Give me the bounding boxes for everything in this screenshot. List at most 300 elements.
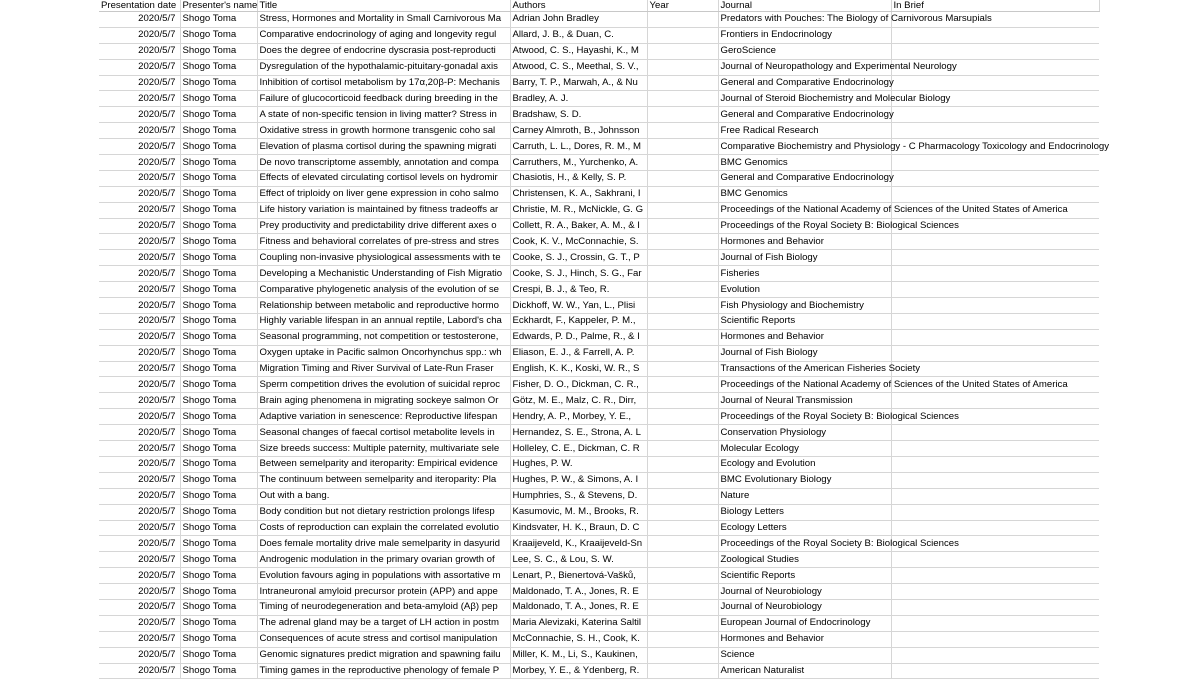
presenter-cell[interactable]: Shogo Toma (180, 504, 257, 520)
journal-text: Hormones and Behavior (720, 633, 824, 645)
presenter-cell[interactable]: Shogo Toma (180, 139, 257, 155)
column-header-presenter-name[interactable]: Presenter's name (180, 0, 257, 12)
journal-cell[interactable] (718, 155, 891, 171)
in-brief-cell[interactable] (891, 647, 1099, 663)
authors-cell[interactable]: Eliason, E. J., & Farrell, A. P. (510, 345, 647, 361)
in-brief-cell[interactable] (891, 170, 1099, 186)
presenter-cell[interactable]: Shogo Toma (180, 123, 257, 139)
title-cell[interactable]: Stress, Hormones and Mortality in Small Carnivorous Ma (257, 12, 510, 28)
journal-cell[interactable] (718, 123, 891, 139)
presenter-cell[interactable]: Shogo Toma (180, 155, 257, 171)
year-cell[interactable] (647, 599, 718, 615)
journal-cell[interactable] (718, 27, 891, 43)
journal-cell[interactable] (718, 298, 891, 314)
date-cell[interactable]: 2020/5/7 (99, 536, 180, 552)
authors-cell[interactable]: Cook, K. V., McConnachie, S. (510, 234, 647, 250)
presenter-cell[interactable]: Shogo Toma (180, 43, 257, 59)
presenter-cell[interactable]: Shogo Toma (180, 313, 257, 329)
title-cell[interactable]: Developing a Mechanistic Understanding of Fish Migratio (257, 266, 510, 282)
journal-cell[interactable] (718, 488, 891, 504)
date-cell[interactable]: 2020/5/7 (99, 504, 180, 520)
title-cell[interactable]: Sperm competition drives the evolution of suicidal reproc (257, 377, 510, 393)
date-cell[interactable]: 2020/5/7 (99, 186, 180, 202)
title-cell[interactable]: Comparative phylogenetic analysis of the evolution of se (257, 282, 510, 298)
in-brief-cell[interactable] (891, 488, 1099, 504)
year-cell[interactable] (647, 393, 718, 409)
authors-cell[interactable]: Maldonado, T. A., Jones, R. E (510, 584, 647, 600)
journal-cell[interactable] (718, 345, 891, 361)
presenter-cell[interactable]: Shogo Toma (180, 456, 257, 472)
date-cell[interactable]: 2020/5/7 (99, 139, 180, 155)
date-cell[interactable]: 2020/5/7 (99, 59, 180, 75)
in-brief-cell[interactable] (891, 250, 1099, 266)
journal-text: Proceedings of the Royal Society B: Biological Sciences (720, 220, 959, 232)
presenter-cell[interactable]: Shogo Toma (180, 75, 257, 91)
year-cell[interactable] (647, 377, 718, 393)
date-cell[interactable]: 2020/5/7 (99, 647, 180, 663)
journal-cell[interactable] (718, 456, 891, 472)
authors-cell[interactable]: English, K. K., Koski, W. R., S (510, 361, 647, 377)
presenter-cell[interactable]: Shogo Toma (180, 631, 257, 647)
date-cell[interactable]: 2020/5/7 (99, 631, 180, 647)
presenter-cell[interactable]: Shogo Toma (180, 218, 257, 234)
year-cell[interactable] (647, 456, 718, 472)
journal-cell[interactable] (718, 43, 891, 59)
presenter-cell[interactable]: Shogo Toma (180, 441, 257, 457)
journal-cell[interactable] (718, 615, 891, 631)
journal-cell[interactable] (718, 361, 921, 377)
presenter-cell[interactable]: Shogo Toma (180, 568, 257, 584)
date-cell[interactable]: 2020/5/7 (99, 584, 180, 600)
date-cell[interactable]: 2020/5/7 (99, 520, 180, 536)
year-cell[interactable] (647, 441, 718, 457)
authors-cell[interactable]: Götz, M. E., Malz, C. R., Dirr, (510, 393, 647, 409)
presenter-cell[interactable]: Shogo Toma (180, 615, 257, 631)
presenter-cell[interactable]: Shogo Toma (180, 202, 257, 218)
in-brief-cell[interactable] (891, 282, 1099, 298)
year-cell[interactable] (647, 91, 718, 107)
journal-cell[interactable] (718, 234, 891, 250)
authors-cell[interactable]: Christensen, K. A., Sakhrani, I (510, 186, 647, 202)
year-cell[interactable] (647, 631, 718, 647)
in-brief-cell[interactable] (891, 361, 1099, 377)
presenter-cell[interactable]: Shogo Toma (180, 488, 257, 504)
year-cell[interactable] (647, 313, 718, 329)
journal-cell[interactable] (718, 170, 894, 186)
year-cell[interactable] (647, 584, 718, 600)
year-cell[interactable] (647, 107, 718, 123)
year-cell[interactable] (647, 647, 718, 663)
authors-cell[interactable]: Carruthers, M., Yurchenko, A. (510, 155, 647, 171)
journal-cell[interactable] (718, 91, 951, 107)
in-brief-cell[interactable] (891, 329, 1099, 345)
presenter-cell[interactable]: Shogo Toma (180, 599, 257, 615)
title-cell[interactable]: Effect of triploidy on liver gene expression in coho salmo (257, 186, 510, 202)
in-brief-cell[interactable] (891, 313, 1099, 329)
year-cell[interactable] (647, 488, 718, 504)
in-brief-cell[interactable] (891, 663, 1099, 679)
authors-cell[interactable]: Hernandez, S. E., Strona, A. L (510, 425, 647, 441)
in-brief-cell[interactable] (891, 441, 1099, 457)
presenter-cell[interactable]: Shogo Toma (180, 329, 257, 345)
authors-cell[interactable]: Adrian John Bradley (510, 12, 647, 28)
presenter-cell[interactable]: Shogo Toma (180, 472, 257, 488)
in-brief-cell[interactable] (891, 155, 1099, 171)
journal-cell[interactable] (718, 663, 891, 679)
authors-cell[interactable]: Morbey, Y. E., & Ydenberg, R. (510, 663, 647, 679)
authors-cell[interactable]: Holleley, C. E., Dickman, C. R (510, 441, 647, 457)
year-cell[interactable] (647, 75, 718, 91)
presenter-cell[interactable]: Shogo Toma (180, 663, 257, 679)
journal-cell[interactable] (718, 377, 1068, 393)
date-cell[interactable]: 2020/5/7 (99, 568, 180, 584)
year-cell[interactable] (647, 27, 718, 43)
year-cell[interactable] (647, 615, 718, 631)
authors-cell[interactable]: Lenart, P., Bienertová-Vašků, (510, 568, 647, 584)
references-table (99, 0, 1110, 679)
date-cell[interactable]: 2020/5/7 (99, 599, 180, 615)
title-cell[interactable]: Intraneuronal amyloid precursor protein (APP) and appe (257, 584, 510, 600)
title-cell[interactable]: Androgenic modulation in the primary ovarian growth of (257, 552, 510, 568)
in-brief-cell[interactable] (891, 615, 1099, 631)
journal-cell[interactable] (718, 107, 894, 123)
column-header-year[interactable]: Year (647, 0, 718, 12)
presenter-cell[interactable]: Shogo Toma (180, 377, 257, 393)
date-cell[interactable]: 2020/5/7 (99, 155, 180, 171)
journal-cell[interactable] (718, 536, 959, 552)
year-cell[interactable] (647, 12, 718, 28)
journal-cell[interactable] (718, 504, 891, 520)
table-row (99, 504, 1099, 520)
presenter-cell[interactable]: Shogo Toma (180, 298, 257, 314)
year-cell[interactable] (647, 155, 718, 171)
authors-cell[interactable]: Cooke, S. J., Crossin, G. T., P (510, 250, 647, 266)
column-header-presentation-date[interactable]: Presentation date (99, 0, 180, 12)
journal-cell[interactable] (718, 520, 891, 536)
year-cell[interactable] (647, 298, 718, 314)
presenter-cell[interactable]: Shogo Toma (180, 12, 257, 28)
title-cell[interactable]: The adrenal gland may be a target of LH action in postm (257, 615, 510, 631)
journal-cell[interactable] (718, 75, 894, 91)
authors-cell[interactable]: Lee, S. C., & Lou, S. W. (510, 552, 647, 568)
year-cell[interactable] (647, 663, 718, 679)
year-cell[interactable] (647, 520, 718, 536)
presenter-cell[interactable]: Shogo Toma (180, 170, 257, 186)
journal-cell[interactable] (718, 441, 891, 457)
year-cell[interactable] (647, 43, 718, 59)
authors-cell[interactable]: Dickhoff, W. W., Yan, L., Plisi (510, 298, 647, 314)
in-brief-cell[interactable] (891, 43, 1099, 59)
date-cell[interactable]: 2020/5/7 (99, 266, 180, 282)
year-cell[interactable] (647, 282, 718, 298)
authors-cell[interactable]: Fisher, D. O., Dickman, C. R., (510, 377, 647, 393)
in-brief-cell[interactable] (891, 599, 1099, 615)
title-cell[interactable]: Does the degree of endocrine dyscrasia post-reproducti (257, 43, 510, 59)
table-row (99, 155, 1099, 171)
authors-cell[interactable]: Kraaijeveld, K., Kraaijeveld-Sn (510, 536, 647, 552)
date-cell[interactable]: 2020/5/7 (99, 552, 180, 568)
presenter-cell[interactable]: Shogo Toma (180, 234, 257, 250)
authors-cell[interactable]: Edwards, P. D., Palme, R., & I (510, 329, 647, 345)
presenter-cell[interactable]: Shogo Toma (180, 425, 257, 441)
in-brief-cell[interactable] (891, 552, 1099, 568)
journal-cell[interactable] (718, 59, 957, 75)
date-cell[interactable]: 2020/5/7 (99, 202, 180, 218)
presenter-cell[interactable]: Shogo Toma (180, 91, 257, 107)
date-cell[interactable]: 2020/5/7 (99, 12, 180, 28)
column-header-journal[interactable]: Journal (718, 0, 891, 12)
year-cell[interactable] (647, 425, 718, 441)
year-cell[interactable] (647, 186, 718, 202)
in-brief-cell[interactable] (891, 298, 1099, 314)
presenter-cell[interactable]: Shogo Toma (180, 266, 257, 282)
authors-cell[interactable]: McConnachie, S. H., Cook, K. (510, 631, 647, 647)
in-brief-cell[interactable] (891, 234, 1099, 250)
date-cell[interactable]: 2020/5/7 (99, 43, 180, 59)
year-cell[interactable] (647, 329, 718, 345)
in-brief-cell[interactable] (891, 345, 1099, 361)
year-cell[interactable] (647, 568, 718, 584)
date-cell[interactable]: 2020/5/7 (99, 472, 180, 488)
in-brief-cell[interactable] (891, 266, 1099, 282)
authors-cell[interactable]: Miller, K. M., Li, S., Kaukinen, (510, 647, 647, 663)
authors-cell[interactable]: Barry, T. P., Marwah, A., & Nu (510, 75, 647, 91)
year-cell[interactable] (647, 504, 718, 520)
date-cell[interactable]: 2020/5/7 (99, 218, 180, 234)
date-cell[interactable]: 2020/5/7 (99, 425, 180, 441)
title-cell[interactable]: Seasonal programming, not competition or testosterone, (257, 329, 510, 345)
presenter-cell[interactable]: Shogo Toma (180, 409, 257, 425)
journal-text: Journal of Fish Biology (720, 347, 818, 359)
title-cell[interactable]: Does female mortality drive male semelparity in dasyurid (257, 536, 510, 552)
journal-cell[interactable] (718, 218, 959, 234)
in-brief-cell[interactable] (891, 425, 1099, 441)
in-brief-cell[interactable] (891, 75, 1099, 91)
date-cell[interactable]: 2020/5/7 (99, 361, 180, 377)
title-cell[interactable]: Coupling non-invasive physiological assessments with te (257, 250, 510, 266)
authors-cell[interactable]: Christie, M. R., McNickle, G. G (510, 202, 647, 218)
title-cell[interactable]: Brain aging phenomena in migrating sockeye salmon Or (257, 393, 510, 409)
year-cell[interactable] (647, 250, 718, 266)
year-cell[interactable] (647, 139, 718, 155)
year-cell[interactable] (647, 202, 718, 218)
title-cell[interactable]: Failure of glucocorticoid feedback during breeding in the (257, 91, 510, 107)
authors-cell[interactable]: Cooke, S. J., Hinch, S. G., Far (510, 266, 647, 282)
column-header-in-brief[interactable]: In Brief (891, 0, 1099, 12)
title-cell[interactable]: The continuum between semelparity and iteroparity: Pla (257, 472, 510, 488)
title-cell[interactable]: Oxidative stress in growth hormone transgenic coho sal (257, 123, 510, 139)
authors-cell[interactable]: Kasumovic, M. M., Brooks, R. (510, 504, 647, 520)
year-cell[interactable] (647, 409, 718, 425)
title-cell[interactable]: Evolution favours aging in populations with assortative m (257, 568, 510, 584)
in-brief-cell[interactable] (891, 107, 1099, 123)
date-cell[interactable]: 2020/5/7 (99, 345, 180, 361)
title-cell[interactable]: Migration Timing and River Survival of Late-Run Fraser (257, 361, 510, 377)
table-row (99, 631, 1099, 647)
authors-cell[interactable]: Atwood, C. S., Hayashi, K., M (510, 43, 647, 59)
title-cell[interactable]: Costs of reproduction can explain the correlated evolutio (257, 520, 510, 536)
year-cell[interactable] (647, 218, 718, 234)
date-cell[interactable]: 2020/5/7 (99, 456, 180, 472)
date-cell[interactable]: 2020/5/7 (99, 663, 180, 679)
journal-cell[interactable] (718, 568, 891, 584)
presenter-cell[interactable]: Shogo Toma (180, 393, 257, 409)
presenter-cell[interactable]: Shogo Toma (180, 282, 257, 298)
year-cell[interactable] (647, 170, 718, 186)
date-cell[interactable]: 2020/5/7 (99, 488, 180, 504)
date-cell[interactable]: 2020/5/7 (99, 615, 180, 631)
presenter-cell[interactable]: Shogo Toma (180, 107, 257, 123)
title-cell[interactable]: Relationship between metabolic and reproductive hormo (257, 298, 510, 314)
title-cell[interactable]: Timing of neurodegeneration and beta-amyloid (Aβ) pep (257, 599, 510, 615)
journal-cell[interactable] (718, 584, 891, 600)
in-brief-cell[interactable] (891, 584, 1099, 600)
year-cell[interactable] (647, 123, 718, 139)
title-cell[interactable]: Life history variation is maintained by fitness tradeoffs ar (257, 202, 510, 218)
in-brief-cell[interactable] (891, 472, 1099, 488)
journal-cell[interactable] (718, 266, 891, 282)
authors-cell[interactable]: Allard, J. B., & Duan, C. (510, 27, 647, 43)
journal-cell[interactable] (718, 282, 891, 298)
date-cell[interactable]: 2020/5/7 (99, 91, 180, 107)
date-cell[interactable]: 2020/5/7 (99, 27, 180, 43)
authors-cell[interactable]: Maldonado, T. A., Jones, R. E (510, 599, 647, 615)
title-cell[interactable]: Seasonal changes of faecal cortisol metabolite levels in (257, 425, 510, 441)
year-cell[interactable] (647, 536, 718, 552)
date-cell[interactable]: 2020/5/7 (99, 282, 180, 298)
presenter-cell[interactable]: Shogo Toma (180, 647, 257, 663)
date-cell[interactable]: 2020/5/7 (99, 313, 180, 329)
presenter-cell[interactable]: Shogo Toma (180, 520, 257, 536)
authors-cell[interactable]: Chasiotis, H., & Kelly, S. P. (510, 170, 647, 186)
presenter-cell[interactable]: Shogo Toma (180, 59, 257, 75)
journal-cell[interactable] (718, 313, 891, 329)
date-cell[interactable]: 2020/5/7 (99, 441, 180, 457)
authors-cell[interactable]: Bradshaw, S. D. (510, 107, 647, 123)
date-cell[interactable]: 2020/5/7 (99, 393, 180, 409)
authors-cell[interactable]: Crespi, B. J., & Teo, R. (510, 282, 647, 298)
presenter-cell[interactable]: Shogo Toma (180, 27, 257, 43)
authors-cell[interactable]: Maria Alevizaki, Katerina Saltil (510, 615, 647, 631)
authors-cell[interactable]: Hughes, P. W. (510, 456, 647, 472)
authors-cell[interactable]: Kindsvater, H. K., Braun, D. C (510, 520, 647, 536)
presenter-cell[interactable]: Shogo Toma (180, 186, 257, 202)
authors-cell[interactable]: Hughes, P. W., & Simons, A. I (510, 472, 647, 488)
title-cell[interactable]: Prey productivity and predictability drive different axes o (257, 218, 510, 234)
date-cell[interactable]: 2020/5/7 (99, 250, 180, 266)
title-cell[interactable]: Between semelparity and iteroparity: Empirical evidence (257, 456, 510, 472)
title-cell[interactable]: Adaptive variation in senescence: Reproductive lifespan (257, 409, 510, 425)
authors-cell[interactable]: Humphries, S., & Stevens, D. (510, 488, 647, 504)
presenter-cell[interactable]: Shogo Toma (180, 345, 257, 361)
table-row (99, 615, 1099, 631)
title-cell[interactable]: Timing games in the reproductive phenology of female P (257, 663, 510, 679)
year-cell[interactable] (647, 266, 718, 282)
journal-cell[interactable] (718, 186, 891, 202)
authors-cell[interactable]: Carney Almroth, B., Johnsson (510, 123, 647, 139)
in-brief-cell[interactable] (891, 186, 1099, 202)
presenter-cell[interactable]: Shogo Toma (180, 536, 257, 552)
journal-cell[interactable] (718, 12, 992, 28)
date-cell[interactable]: 2020/5/7 (99, 170, 180, 186)
year-cell[interactable] (647, 361, 718, 377)
year-cell[interactable] (647, 472, 718, 488)
date-cell[interactable]: 2020/5/7 (99, 409, 180, 425)
title-cell[interactable]: Effects of elevated circulating cortisol levels on hydromir (257, 170, 510, 186)
date-cell[interactable]: 2020/5/7 (99, 298, 180, 314)
authors-cell[interactable]: Hendry, A. P., Morbey, Y. E., (510, 409, 647, 425)
in-brief-cell[interactable] (891, 504, 1099, 520)
date-cell[interactable]: 2020/5/7 (99, 123, 180, 139)
title-cell[interactable]: Out with a bang. (257, 488, 510, 504)
in-brief-cell[interactable] (891, 123, 1099, 139)
authors-cell[interactable]: Eckhardt, F., Kappeler, P. M., (510, 313, 647, 329)
in-brief-cell[interactable] (891, 27, 1099, 43)
title-cell[interactable]: Size breeds success: Multiple paternity, multivariate sele (257, 441, 510, 457)
year-cell[interactable] (647, 59, 718, 75)
title-cell[interactable]: Dysregulation of the hypothalamic-pituitary-gonadal axis (257, 59, 510, 75)
authors-cell[interactable]: Carruth, L. L., Dores, R. M., M (510, 139, 647, 155)
journal-cell[interactable] (718, 599, 891, 615)
presenter-cell[interactable]: Shogo Toma (180, 250, 257, 266)
title-cell[interactable]: Highly variable lifespan in an annual reptile, Labord's cha (257, 313, 510, 329)
authors-cell[interactable]: Bradley, A. J. (510, 91, 647, 107)
date-cell[interactable]: 2020/5/7 (99, 107, 180, 123)
date-cell[interactable]: 2020/5/7 (99, 329, 180, 345)
date-cell[interactable]: 2020/5/7 (99, 377, 180, 393)
year-cell[interactable] (647, 552, 718, 568)
journal-cell[interactable] (718, 409, 959, 425)
date-cell[interactable]: 2020/5/7 (99, 75, 180, 91)
presenter-cell[interactable]: Shogo Toma (180, 584, 257, 600)
authors-cell[interactable]: Collett, R. A., Baker, A. M., & I (510, 218, 647, 234)
journal-cell[interactable] (718, 139, 1110, 155)
date-cell[interactable]: 2020/5/7 (99, 234, 180, 250)
journal-cell[interactable] (718, 425, 891, 441)
presenter-cell[interactable]: Shogo Toma (180, 552, 257, 568)
in-brief-cell[interactable] (891, 631, 1099, 647)
title-cell[interactable]: A state of non-specific tension in living matter? Stress in (257, 107, 510, 123)
column-header-title[interactable]: Title (257, 0, 510, 12)
title-cell[interactable]: Consequences of acute stress and cortisol manipulation (257, 631, 510, 647)
journal-cell[interactable] (718, 393, 891, 409)
journal-cell[interactable] (718, 552, 891, 568)
journal-cell[interactable] (718, 631, 891, 647)
journal-cell[interactable] (718, 472, 891, 488)
journal-cell[interactable] (718, 250, 891, 266)
journal-cell[interactable] (718, 329, 891, 345)
in-brief-cell[interactable] (891, 456, 1099, 472)
title-cell[interactable]: Genomic signatures predict migration and spawning failu (257, 647, 510, 663)
column-header-authors[interactable]: Authors (510, 0, 647, 12)
year-cell[interactable] (647, 345, 718, 361)
authors-cell[interactable]: Atwood, C. S., Meethal, S. V., (510, 59, 647, 75)
title-cell[interactable]: Inhibition of cortisol metabolism by 17α,20β-P: Mechanis (257, 75, 510, 91)
title-cell[interactable]: Oxygen uptake in Pacific salmon Oncorhynchus spp.: wh (257, 345, 510, 361)
in-brief-cell[interactable] (891, 568, 1099, 584)
presenter-cell[interactable]: Shogo Toma (180, 361, 257, 377)
title-cell[interactable]: Fitness and behavioral correlates of pre-stress and stres (257, 234, 510, 250)
title-cell[interactable]: Comparative endocrinology of aging and longevity regul (257, 27, 510, 43)
in-brief-cell[interactable] (891, 520, 1099, 536)
title-cell[interactable]: Elevation of plasma cortisol during the spawning migrati (257, 139, 510, 155)
journal-cell[interactable] (718, 647, 891, 663)
title-cell[interactable]: Body condition but not dietary restriction prolongs lifesp (257, 504, 510, 520)
title-cell[interactable]: De novo transcriptome assembly, annotation and compa (257, 155, 510, 171)
journal-cell[interactable] (718, 202, 1068, 218)
year-cell[interactable] (647, 234, 718, 250)
in-brief-cell[interactable] (891, 393, 1099, 409)
